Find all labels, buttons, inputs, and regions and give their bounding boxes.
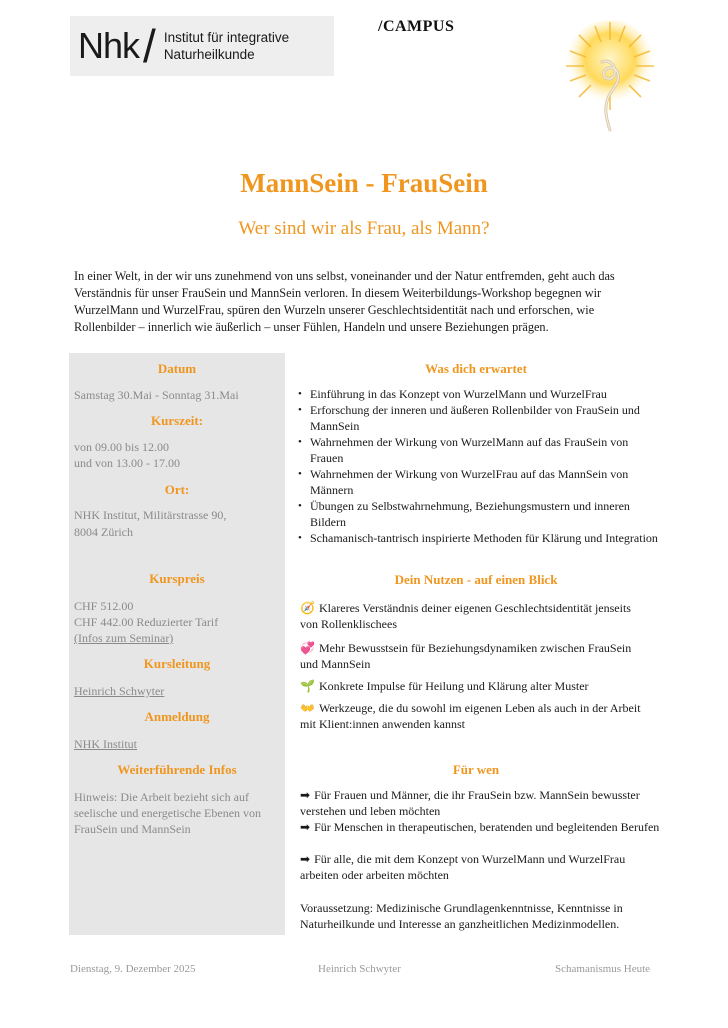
datum-text: Samstag 30.Mai - Sonntag 31.Mai xyxy=(74,388,239,402)
arrow-icon: ➡ xyxy=(300,788,311,802)
target-item xyxy=(300,851,660,883)
expect-item: • Wahrnehmen der Wirkung von WurzelMann auf das FrauSein von Frauen xyxy=(298,434,658,466)
expect-item: • Wahrnehmen der Wirkung von WurzelFrau auf das MannSein von Männern xyxy=(298,466,658,498)
expect-item: • Einführung in das Konzept von WurzelMann und WurzelFrau xyxy=(298,386,658,402)
sun-spiral-icon xyxy=(560,18,660,134)
intro-paragraph: In einer Welt, in der wir uns zunehmend von uns selbst, voneinander und der Natur entfremden, geht auch das Verständnis für unser FrauSein und MannSein verloren. In diesem Weiterbildungs-Workshop begegnen wir WurzelMann und WurzelFrau, spüren den Wurzeln unserer Geschlechtsidentität nach und erforschen, wie Rollenbilder – innerlich wie äußerlich – unser Fühlen, Handeln und unsere Beziehungen prägen. xyxy=(74,269,615,334)
logo-line1: Institut für integrative xyxy=(163,30,290,45)
kurszeit-line1: von 09.00 bis 12.00 xyxy=(74,440,170,454)
kurspreis-heading: Kurspreis xyxy=(149,571,205,586)
footer-author: Heinrich Schwyter xyxy=(318,963,401,975)
expect-heading: Was dich erwartet xyxy=(425,361,527,376)
arrow-icon: ➡ xyxy=(300,820,311,834)
prerequisites: Voraussetzung: Medizinische Grundlagenkenntnisse, Kenntnisse in Naturheilkunde und Interesse an ganzheitlichen Medizinmodellen. xyxy=(300,901,623,931)
footer-topic: Schamanismus Heute xyxy=(555,963,651,975)
anmeldung-link[interactable]: NHK Institut xyxy=(74,737,137,751)
footer-date: Dienstag, 9. Dezember 2025 xyxy=(70,963,196,975)
institute-logo xyxy=(70,16,334,76)
ort-line1: NHK Institut, Militärstrasse 90, xyxy=(74,508,227,522)
datum-heading: Datum xyxy=(157,361,197,376)
logo-slash: / xyxy=(143,20,156,72)
kursleitung-link-wrap xyxy=(74,683,284,699)
infos-heading: Weiterführende Infos xyxy=(117,762,237,777)
kurszeit-line2: und von 13.00 - 17.00 xyxy=(74,456,180,470)
ort-line2: 8004 Zürich xyxy=(74,525,133,539)
anmeldung-link-wrap xyxy=(74,736,284,752)
kurszeit-heading: Kurszeit: xyxy=(151,413,203,428)
benefit-heading: Dein Nutzen - auf einen Blick xyxy=(394,572,558,587)
page-title: MannSein - FrauSein xyxy=(240,168,488,198)
seminar-info-link[interactable]: (Infos zum Seminar) xyxy=(74,631,174,645)
page-subtitle: Wer sind wir als Frau, als Mann? xyxy=(238,218,490,239)
sprout-icon: 🌱 xyxy=(300,679,315,693)
benefit-item xyxy=(300,600,650,632)
benefit-text: Werkzeuge, die du sowohl im eigenen Leben als auch in der Arbeit mit Klient:innen anwenden kannst xyxy=(300,701,641,731)
expect-item: • Schamanisch-tantrisch inspirierte Methoden für Klärung und Integration xyxy=(298,530,658,546)
logo-line2: Naturheilkunde xyxy=(163,47,255,62)
logo-mark: Nhk xyxy=(78,25,140,66)
preis-line2: CHF 442.00 Reduzierter Tarif xyxy=(74,615,219,629)
for-whom-heading: Für wen xyxy=(452,762,500,777)
benefit-text: Klareres Verständnis deiner eigenen Geschlechtsidentität jenseits von Rollenklischees xyxy=(300,601,631,631)
benefit-text: Mehr Bewusstsein für Beziehungsdynamiken zwischen FrauSein und MannSein xyxy=(300,641,632,671)
heart-icon: 💞 xyxy=(300,641,315,655)
target-text: Für alle, die mit dem Konzept von WurzelMann und WurzelFrau arbeiten oder arbeiten möchten xyxy=(300,852,626,882)
ort-heading: Ort: xyxy=(164,482,190,497)
benefit-item xyxy=(300,678,650,694)
target-item xyxy=(300,819,660,835)
target-text: Für Frauen und Männer, die ihr FrauSein bzw. MannSein bewusster verstehen und leben möchten xyxy=(300,788,640,818)
anmeldung-heading: Anmeldung xyxy=(144,709,210,724)
benefit-item xyxy=(300,700,650,732)
benefit-item xyxy=(300,640,650,672)
target-text: Für Menschen in therapeutischen, beratenden und begleitenden Berufen xyxy=(314,820,660,834)
expect-item: • Übungen zu Selbstwahrnehmung, Beziehungsmustern und inneren Bildern xyxy=(298,498,658,530)
seminar-info-link-wrap xyxy=(74,630,284,646)
preis-line1: CHF 512.00 xyxy=(74,599,134,613)
kursleitung-link[interactable]: Heinrich Schwyter xyxy=(74,684,165,698)
infos-text: Hinweis: Die Arbeit bezieht sich auf seelische und energetische Ebenen von FrauSein und MannSein xyxy=(74,790,262,836)
campus-label: /CAMPUS xyxy=(378,18,455,35)
info-sidebar xyxy=(69,353,285,935)
compass-icon: 🧭 xyxy=(300,601,315,615)
expect-list xyxy=(298,386,658,546)
arrow-icon: ➡ xyxy=(300,852,311,866)
logo-text xyxy=(164,29,289,63)
hands-icon: 👐 xyxy=(300,701,315,715)
expect-item: • Erforschung der inneren und äußeren Rollenbilder von FrauSein und MannSein xyxy=(298,402,658,434)
target-item xyxy=(300,787,660,819)
kursleitung-heading: Kursleitung xyxy=(143,656,211,671)
benefit-text: Konkrete Impulse für Heilung und Klärung alter Muster xyxy=(318,679,589,693)
